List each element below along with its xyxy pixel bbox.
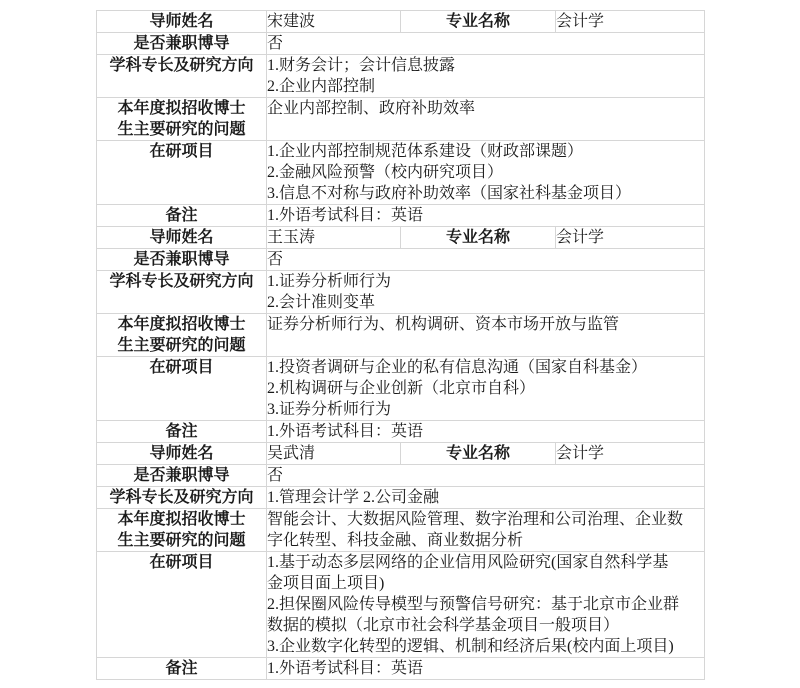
supervisor-block-2 [97,227,705,443]
supervisor-name-value: 王玉涛 [267,227,401,249]
field-label-projects: 在研项目 [97,141,267,205]
text-line: 1.证券分析师行为 [267,273,392,290]
text-line: 1.财务会计；会计信息披露 [267,57,456,74]
table-row [97,421,705,443]
major-value: 会计学 [556,443,705,465]
table-row [97,33,705,55]
text-line: 1.投资者调研与企业的私有信息沟通（国家自科基金） [267,359,648,376]
field-label-major-name: 专业名称 [401,227,556,249]
table-row [97,271,705,314]
text-line: 智能会计、大数据风险管理、数字治理和公司治理、企业数 [267,511,684,528]
table-row [97,443,705,465]
text-line: 2.机构调研与企业创新（北京市自科） [267,380,536,397]
projects-value [267,357,705,421]
text-line: 数据的模拟（北京市社会科学基金项目一般项目） [267,617,620,634]
text-line: 1.企业内部控制规范体系建设（财政部课题） [267,143,584,160]
part-time-value: 否 [267,465,705,487]
field-label-annual-topics [97,509,267,552]
annual-topics-value [267,98,705,141]
text-line: 2.金融风险预警（校内研究项目） [267,164,504,181]
projects-value [267,141,705,205]
text-line: 1.基于动态多层网络的企业信用风险研究(国家自然科学基 [267,554,669,571]
remarks-value: 1.外语考试科目：英语 [267,421,705,443]
field-label-part-time: 是否兼职博导 [97,465,267,487]
field-label-projects: 在研项目 [97,552,267,658]
part-time-value: 否 [267,33,705,55]
expertise-value [267,271,705,314]
field-label-supervisor-name: 导师姓名 [97,443,267,465]
expertise-value [267,487,705,509]
field-label-remarks: 备注 [97,205,267,227]
text-line: 生主要研究的问题 [117,337,246,354]
field-label-major-name: 专业名称 [401,443,556,465]
annual-topics-value [267,314,705,357]
table-row [97,314,705,357]
text-line: 1.管理会计学 2.公司金融 [267,489,440,506]
table-row [97,141,705,205]
part-time-value: 否 [267,249,705,271]
field-label-annual-topics [97,314,267,357]
annual-topics-value [267,509,705,552]
text-line: 2.担保圈风险传导模型与预警信号研究：基于北京市企业群 [267,596,680,613]
table-row [97,658,705,680]
field-label-expertise: 学科专长及研究方向 [97,487,267,509]
table-row [97,552,705,658]
text-line: 字化转型、科技金融、商业数据分析 [267,532,524,549]
major-value: 会计学 [556,227,705,249]
remarks-value: 1.外语考试科目：英语 [267,658,705,680]
table-row [97,227,705,249]
text-line: 金项目面上项目) [267,575,385,592]
table-row [97,205,705,227]
table-row [97,249,705,271]
text-line: 3.信息不对称与政府补助效率（国家社科基金项目） [267,185,632,202]
text-line: 2.企业内部控制 [267,78,376,95]
table-row [97,487,705,509]
text-line: 3.证券分析师行为 [267,401,392,418]
field-label-expertise: 学科专长及研究方向 [97,55,267,98]
field-label-annual-topics [97,98,267,141]
major-value: 会计学 [556,11,705,33]
field-label-remarks: 备注 [97,421,267,443]
table-row [97,98,705,141]
remarks-value: 1.外语考试科目：英语 [267,205,705,227]
text-line: 本年度拟招收博士 [117,511,246,528]
text-line: 本年度拟招收博士 [117,100,246,117]
supervisor-block-3 [97,443,705,680]
text-line: 2.会计准则变革 [267,294,376,311]
text-line: 3.企业数字化转型的逻辑、机制和经济后果(校内面上项目) [267,638,674,655]
text-line: 证券分析师行为、机构调研、资本市场开放与监管 [267,316,620,333]
field-label-remarks: 备注 [97,658,267,680]
text-line: 生主要研究的问题 [117,121,246,138]
supervisor-info-table [96,10,705,680]
field-label-expertise: 学科专长及研究方向 [97,271,267,314]
supervisor-block-1 [97,11,705,227]
field-label-part-time: 是否兼职博导 [97,33,267,55]
field-label-projects: 在研项目 [97,357,267,421]
expertise-value [267,55,705,98]
table-row [97,55,705,98]
table-row [97,11,705,33]
text-line: 生主要研究的问题 [117,532,246,549]
field-label-part-time: 是否兼职博导 [97,249,267,271]
table-row [97,509,705,552]
supervisor-name-value: 宋建波 [267,11,401,33]
field-label-supervisor-name: 导师姓名 [97,227,267,249]
table-row [97,357,705,421]
supervisor-name-value: 吴武清 [267,443,401,465]
projects-value [267,552,705,658]
text-line: 本年度拟招收博士 [117,316,246,333]
text-line: 企业内部控制、政府补助效率 [267,100,476,117]
table-row [97,465,705,487]
field-label-major-name: 专业名称 [401,11,556,33]
field-label-supervisor-name: 导师姓名 [97,11,267,33]
